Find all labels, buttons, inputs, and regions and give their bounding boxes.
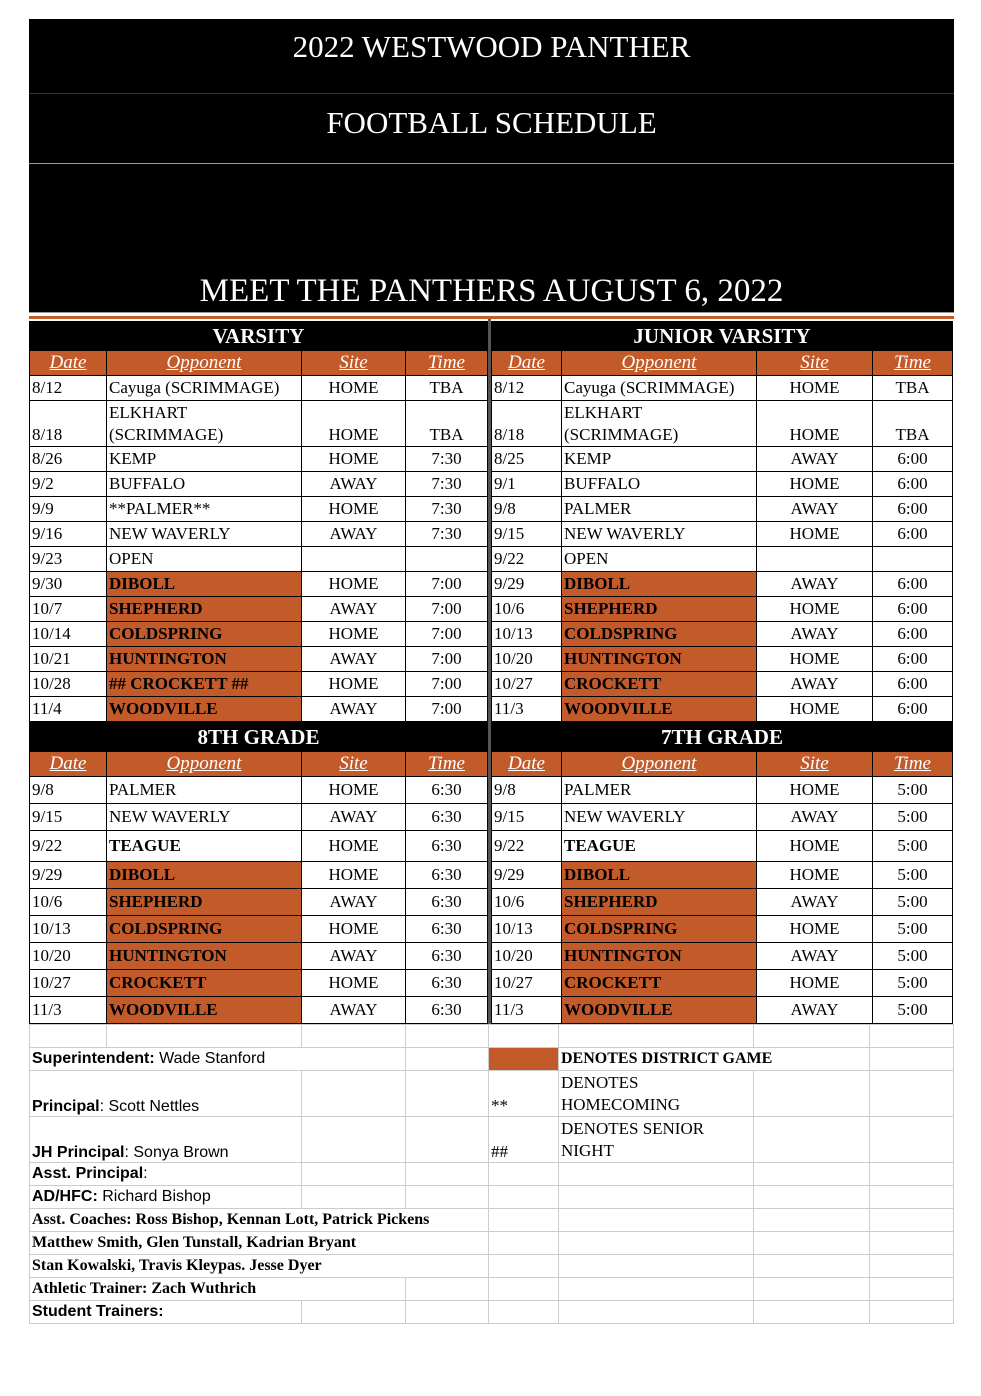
col-date: Date bbox=[492, 752, 562, 777]
date-cell: 8/18 bbox=[492, 401, 562, 447]
table-row bbox=[30, 997, 488, 1024]
homecoming-symbol: ** bbox=[489, 1071, 559, 1117]
site-cell: AWAY bbox=[302, 597, 406, 622]
date-cell: 10/6 bbox=[492, 597, 562, 622]
opponent-cell: HUNTINGTON bbox=[562, 647, 757, 672]
table-row bbox=[30, 970, 488, 997]
opponent-cell: BUFFALO bbox=[107, 472, 302, 497]
site-cell: AWAY bbox=[302, 522, 406, 547]
time-cell: TBA bbox=[873, 376, 953, 401]
date-cell: 9/30 bbox=[30, 572, 107, 597]
time-cell: 7:00 bbox=[406, 597, 488, 622]
date-cell: 10/21 bbox=[30, 647, 107, 672]
table-row bbox=[492, 804, 953, 831]
district-swatch bbox=[489, 1048, 559, 1071]
time-cell: 5:00 bbox=[873, 997, 953, 1024]
table-row bbox=[492, 522, 953, 547]
opponent-cell: TEAGUE bbox=[562, 831, 757, 862]
date-cell: 10/14 bbox=[30, 622, 107, 647]
table-row bbox=[30, 401, 488, 447]
varsity-table bbox=[29, 350, 488, 722]
staff-and-legend bbox=[29, 1024, 954, 1324]
site-cell: HOME bbox=[302, 970, 406, 997]
date-cell: 9/8 bbox=[492, 497, 562, 522]
opponent-cell: OPEN bbox=[562, 547, 757, 572]
varsity-schedule bbox=[29, 319, 491, 722]
opponent-cell: PALMER bbox=[107, 777, 302, 804]
date-cell: 9/15 bbox=[30, 804, 107, 831]
upper-schedules bbox=[29, 319, 954, 722]
col-date: Date bbox=[30, 752, 107, 777]
opponent-cell: CROCKETT bbox=[562, 672, 757, 697]
table-row bbox=[30, 572, 488, 597]
time-cell: 7:30 bbox=[406, 447, 488, 472]
site-cell: HOME bbox=[302, 831, 406, 862]
opponent-cell: HUNTINGTON bbox=[562, 943, 757, 970]
time-cell: 6:00 bbox=[873, 697, 953, 722]
time-cell: 7:30 bbox=[406, 472, 488, 497]
athletic-director: AD/HFC: Richard Bishop bbox=[30, 1186, 302, 1209]
time-cell: 5:00 bbox=[873, 943, 953, 970]
opponent-cell: NEW WAVERLY bbox=[107, 522, 302, 547]
date-cell: 9/23 bbox=[30, 547, 107, 572]
time-cell: 6:00 bbox=[873, 497, 953, 522]
jv-title: JUNIOR VARSITY bbox=[491, 321, 953, 350]
col-opponent: Opponent bbox=[562, 351, 757, 376]
time-cell: 6:30 bbox=[406, 916, 488, 943]
table-row bbox=[30, 472, 488, 497]
date-cell: 8/18 bbox=[30, 401, 107, 447]
site-cell: HOME bbox=[302, 672, 406, 697]
principal: Principal: Scott Nettles bbox=[30, 1071, 302, 1117]
col-time: Time bbox=[873, 752, 953, 777]
opponent-cell: WOODVILLE bbox=[107, 997, 302, 1024]
col-opponent: Opponent bbox=[107, 351, 302, 376]
site-cell bbox=[757, 547, 873, 572]
date-cell: 11/4 bbox=[30, 697, 107, 722]
legend-homecoming: DENOTES HOMECOMING bbox=[559, 1071, 754, 1117]
site-cell: AWAY bbox=[302, 697, 406, 722]
time-cell: 5:00 bbox=[873, 916, 953, 943]
table-row bbox=[492, 831, 953, 862]
time-cell: 5:00 bbox=[873, 804, 953, 831]
time-cell bbox=[873, 547, 953, 572]
table-row bbox=[30, 647, 488, 672]
grade7-table bbox=[491, 751, 953, 1024]
site-cell: AWAY bbox=[757, 997, 873, 1024]
date-cell: 9/2 bbox=[30, 472, 107, 497]
site-cell: AWAY bbox=[302, 889, 406, 916]
site-cell: HOME bbox=[302, 376, 406, 401]
opponent-cell: DIBOLL bbox=[562, 862, 757, 889]
site-cell: AWAY bbox=[302, 472, 406, 497]
date-cell: 10/27 bbox=[492, 672, 562, 697]
table-row bbox=[30, 376, 488, 401]
table-row bbox=[492, 777, 953, 804]
col-time: Time bbox=[406, 752, 488, 777]
date-cell: 9/29 bbox=[492, 862, 562, 889]
table-row bbox=[492, 597, 953, 622]
student-trainers: Student Trainers: bbox=[30, 1301, 302, 1324]
date-cell: 10/6 bbox=[30, 889, 107, 916]
time-cell: 6:00 bbox=[873, 647, 953, 672]
col-time: Time bbox=[873, 351, 953, 376]
site-cell: AWAY bbox=[757, 943, 873, 970]
date-cell: 10/20 bbox=[492, 943, 562, 970]
date-cell: 10/20 bbox=[492, 647, 562, 672]
site-cell: HOME bbox=[302, 862, 406, 889]
table-row bbox=[30, 447, 488, 472]
opponent-cell: DIBOLL bbox=[107, 572, 302, 597]
col-site: Site bbox=[757, 351, 873, 376]
table-row bbox=[30, 547, 488, 572]
table-row bbox=[492, 547, 953, 572]
time-cell: 6:00 bbox=[873, 672, 953, 697]
time-cell: 6:00 bbox=[873, 522, 953, 547]
col-site: Site bbox=[757, 752, 873, 777]
date-cell: 9/9 bbox=[30, 497, 107, 522]
asst-coaches-1: Asst. Coaches: Ross Bishop, Kennan Lott, Patrick Pickens bbox=[30, 1209, 489, 1232]
opponent-cell: NEW WAVERLY bbox=[562, 522, 757, 547]
opponent-cell: PALMER bbox=[562, 777, 757, 804]
opponent-cell: COLDSPRING bbox=[107, 622, 302, 647]
table-row bbox=[30, 497, 488, 522]
opponent-cell: SHEPHERD bbox=[107, 597, 302, 622]
site-cell: HOME bbox=[302, 622, 406, 647]
opponent-cell: WOODVILLE bbox=[562, 997, 757, 1024]
time-cell: 7:30 bbox=[406, 497, 488, 522]
time-cell: 7:00 bbox=[406, 647, 488, 672]
date-cell: 10/20 bbox=[30, 943, 107, 970]
time-cell: 7:30 bbox=[406, 522, 488, 547]
site-cell: HOME bbox=[757, 376, 873, 401]
table-row bbox=[30, 622, 488, 647]
varsity-rows bbox=[30, 376, 488, 722]
col-opponent: Opponent bbox=[562, 752, 757, 777]
jh-principal: JH Principal: Sonya Brown bbox=[30, 1117, 302, 1163]
time-cell: TBA bbox=[406, 376, 488, 401]
site-cell: AWAY bbox=[757, 497, 873, 522]
site-cell: HOME bbox=[757, 597, 873, 622]
table-row bbox=[492, 672, 953, 697]
table-row bbox=[492, 862, 953, 889]
jv-table bbox=[491, 350, 953, 722]
table-row bbox=[30, 597, 488, 622]
time-cell: 7:00 bbox=[406, 622, 488, 647]
varsity-title: VARSITY bbox=[29, 321, 488, 350]
date-cell: 10/6 bbox=[492, 889, 562, 916]
grade7-schedule bbox=[491, 722, 953, 1024]
site-cell bbox=[302, 547, 406, 572]
column-headers bbox=[492, 752, 953, 777]
asst-coaches-3: Stan Kowalski, Travis Kleypas. Jesse Dyer bbox=[30, 1255, 489, 1278]
lower-schedules bbox=[29, 722, 954, 1024]
time-cell: 6:00 bbox=[873, 572, 953, 597]
asst-coaches-2: Matthew Smith, Glen Tunstall, Kadrian Bryant bbox=[30, 1232, 489, 1255]
date-cell: 9/22 bbox=[30, 831, 107, 862]
site-cell: HOME bbox=[302, 401, 406, 447]
opponent-cell: COLDSPRING bbox=[562, 622, 757, 647]
legend-senior-night: DENOTES SENIOR NIGHT bbox=[559, 1117, 754, 1163]
opponent-cell: WOODVILLE bbox=[562, 697, 757, 722]
table-row bbox=[492, 943, 953, 970]
table-row bbox=[30, 804, 488, 831]
opponent-cell: OPEN bbox=[107, 547, 302, 572]
meet-the-panthers-text: MEET THE PANTHERS AUGUST 6, 2022 bbox=[199, 273, 784, 309]
col-site: Site bbox=[302, 351, 406, 376]
opponent-cell: Cayuga (SCRIMMAGE) bbox=[107, 376, 302, 401]
opponent-cell: HUNTINGTON bbox=[107, 943, 302, 970]
site-cell: AWAY bbox=[302, 804, 406, 831]
opponent-cell: TEAGUE bbox=[107, 831, 302, 862]
time-cell: 7:00 bbox=[406, 672, 488, 697]
opponent-cell: SHEPHERD bbox=[562, 889, 757, 916]
site-cell: HOME bbox=[757, 472, 873, 497]
date-cell: 9/8 bbox=[492, 777, 562, 804]
opponent-cell: SHEPHERD bbox=[562, 597, 757, 622]
opponent-cell: ELKHART (SCRIMMAGE) bbox=[562, 401, 757, 447]
date-cell: 11/3 bbox=[492, 997, 562, 1024]
time-cell: 6:00 bbox=[873, 472, 953, 497]
site-cell: HOME bbox=[302, 447, 406, 472]
time-cell: 6:30 bbox=[406, 862, 488, 889]
grade7-rows bbox=[492, 777, 953, 1024]
grade8-rows bbox=[30, 777, 488, 1024]
time-cell: 6:30 bbox=[406, 804, 488, 831]
schedule-sheet bbox=[29, 19, 954, 1324]
grade8-table bbox=[29, 751, 488, 1024]
date-cell: 8/25 bbox=[492, 447, 562, 472]
time-cell: 6:30 bbox=[406, 777, 488, 804]
asst-principal: Asst. Principal: bbox=[30, 1163, 302, 1186]
opponent-cell: CROCKETT bbox=[107, 970, 302, 997]
opponent-cell: WOODVILLE bbox=[107, 697, 302, 722]
date-cell: 9/15 bbox=[492, 804, 562, 831]
site-cell: HOME bbox=[757, 916, 873, 943]
table-row bbox=[30, 943, 488, 970]
site-cell: HOME bbox=[757, 522, 873, 547]
site-cell: HOME bbox=[757, 862, 873, 889]
senior-night-symbol: ## bbox=[489, 1117, 559, 1163]
col-date: Date bbox=[492, 351, 562, 376]
title-line-2: FOOTBALL SCHEDULE bbox=[29, 94, 954, 164]
opponent-cell: NEW WAVERLY bbox=[562, 804, 757, 831]
legend-district: DENOTES DISTRICT GAME bbox=[559, 1048, 870, 1071]
opponent-cell: DIBOLL bbox=[107, 862, 302, 889]
date-cell: 9/29 bbox=[30, 862, 107, 889]
table-row bbox=[492, 572, 953, 597]
site-cell: HOME bbox=[757, 831, 873, 862]
opponent-cell: **PALMER** bbox=[107, 497, 302, 522]
date-cell: 10/27 bbox=[492, 970, 562, 997]
column-headers bbox=[492, 351, 953, 376]
opponent-cell: ELKHART (SCRIMMAGE) bbox=[107, 401, 302, 447]
opponent-cell: COLDSPRING bbox=[562, 916, 757, 943]
table-row bbox=[492, 472, 953, 497]
date-cell: 9/15 bbox=[492, 522, 562, 547]
date-cell: 10/27 bbox=[30, 970, 107, 997]
date-cell: 9/22 bbox=[492, 831, 562, 862]
column-headers bbox=[30, 752, 488, 777]
date-cell: 10/13 bbox=[492, 622, 562, 647]
time-cell: 7:00 bbox=[406, 572, 488, 597]
table-row bbox=[492, 997, 953, 1024]
table-row bbox=[492, 497, 953, 522]
date-cell: 11/3 bbox=[492, 697, 562, 722]
opponent-cell: BUFFALO bbox=[562, 472, 757, 497]
site-cell: HOME bbox=[757, 777, 873, 804]
opponent-cell: SHEPHERD bbox=[107, 889, 302, 916]
athletic-trainer: Athletic Trainer: Zach Wuthrich bbox=[30, 1278, 406, 1301]
date-cell: 9/22 bbox=[492, 547, 562, 572]
site-cell: HOME bbox=[302, 777, 406, 804]
site-cell: HOME bbox=[757, 697, 873, 722]
opponent-cell: DIBOLL bbox=[562, 572, 757, 597]
table-row bbox=[30, 697, 488, 722]
site-cell: AWAY bbox=[757, 804, 873, 831]
site-cell: HOME bbox=[302, 497, 406, 522]
site-cell: HOME bbox=[757, 647, 873, 672]
table-row bbox=[492, 376, 953, 401]
time-cell: 6:30 bbox=[406, 831, 488, 862]
table-row bbox=[30, 777, 488, 804]
opponent-cell: ## CROCKETT ## bbox=[107, 672, 302, 697]
time-cell: TBA bbox=[406, 401, 488, 447]
time-cell: 5:00 bbox=[873, 970, 953, 997]
site-cell: AWAY bbox=[302, 647, 406, 672]
table-row bbox=[492, 970, 953, 997]
site-cell: AWAY bbox=[302, 943, 406, 970]
date-cell: 10/13 bbox=[492, 916, 562, 943]
title-line-1: 2022 WESTWOOD PANTHER bbox=[29, 19, 954, 94]
column-headers bbox=[30, 351, 488, 376]
col-site: Site bbox=[302, 752, 406, 777]
time-cell: 6:30 bbox=[406, 970, 488, 997]
opponent-cell: KEMP bbox=[562, 447, 757, 472]
site-cell: HOME bbox=[757, 970, 873, 997]
table-row bbox=[492, 447, 953, 472]
opponent-cell: HUNTINGTON bbox=[107, 647, 302, 672]
meet-the-panthers-banner bbox=[29, 164, 954, 313]
table-row bbox=[30, 522, 488, 547]
site-cell: HOME bbox=[757, 401, 873, 447]
date-cell: 9/16 bbox=[30, 522, 107, 547]
date-cell: 8/26 bbox=[30, 447, 107, 472]
opponent-cell: Cayuga (SCRIMMAGE) bbox=[562, 376, 757, 401]
site-cell: AWAY bbox=[757, 622, 873, 647]
date-cell: 8/12 bbox=[30, 376, 107, 401]
date-cell: 9/29 bbox=[492, 572, 562, 597]
time-cell: 5:00 bbox=[873, 862, 953, 889]
opponent-cell: NEW WAVERLY bbox=[107, 804, 302, 831]
date-cell: 9/8 bbox=[30, 777, 107, 804]
col-opponent: Opponent bbox=[107, 752, 302, 777]
site-cell: AWAY bbox=[757, 889, 873, 916]
table-row bbox=[492, 697, 953, 722]
grade8-title: 8TH GRADE bbox=[29, 722, 488, 751]
time-cell: 6:00 bbox=[873, 622, 953, 647]
time-cell: 5:00 bbox=[873, 889, 953, 916]
table-row bbox=[30, 889, 488, 916]
time-cell: 5:00 bbox=[873, 777, 953, 804]
table-row bbox=[30, 916, 488, 943]
col-date: Date bbox=[30, 351, 107, 376]
time-cell: 5:00 bbox=[873, 831, 953, 862]
site-cell: AWAY bbox=[757, 572, 873, 597]
date-cell: 10/7 bbox=[30, 597, 107, 622]
site-cell: HOME bbox=[302, 572, 406, 597]
time-cell: 6:30 bbox=[406, 889, 488, 916]
table-row bbox=[492, 889, 953, 916]
table-row bbox=[30, 862, 488, 889]
table-row bbox=[492, 622, 953, 647]
time-cell: TBA bbox=[873, 401, 953, 447]
col-time: Time bbox=[406, 351, 488, 376]
grade8-schedule bbox=[29, 722, 491, 1024]
opponent-cell: COLDSPRING bbox=[107, 916, 302, 943]
jv-schedule bbox=[491, 319, 953, 722]
date-cell: 11/3 bbox=[30, 997, 107, 1024]
date-cell: 10/13 bbox=[30, 916, 107, 943]
table-row bbox=[492, 916, 953, 943]
site-cell: AWAY bbox=[757, 447, 873, 472]
site-cell: AWAY bbox=[302, 997, 406, 1024]
date-cell: 10/28 bbox=[30, 672, 107, 697]
opponent-cell: KEMP bbox=[107, 447, 302, 472]
date-cell: 9/1 bbox=[492, 472, 562, 497]
table-row bbox=[492, 401, 953, 447]
table-row bbox=[30, 672, 488, 697]
table-row bbox=[492, 647, 953, 672]
superintendent: Superintendent: Wade Stanford bbox=[30, 1048, 406, 1071]
time-cell: 6:00 bbox=[873, 447, 953, 472]
time-cell: 6:00 bbox=[873, 597, 953, 622]
time-cell: 6:30 bbox=[406, 997, 488, 1024]
time-cell: 7:00 bbox=[406, 697, 488, 722]
opponent-cell: PALMER bbox=[562, 497, 757, 522]
site-cell: HOME bbox=[302, 916, 406, 943]
opponent-cell: CROCKETT bbox=[562, 970, 757, 997]
time-cell: 6:30 bbox=[406, 943, 488, 970]
table-row bbox=[30, 831, 488, 862]
grade7-title: 7TH GRADE bbox=[491, 722, 953, 751]
jv-rows bbox=[492, 376, 953, 722]
time-cell bbox=[406, 547, 488, 572]
site-cell: AWAY bbox=[757, 672, 873, 697]
date-cell: 8/12 bbox=[492, 376, 562, 401]
